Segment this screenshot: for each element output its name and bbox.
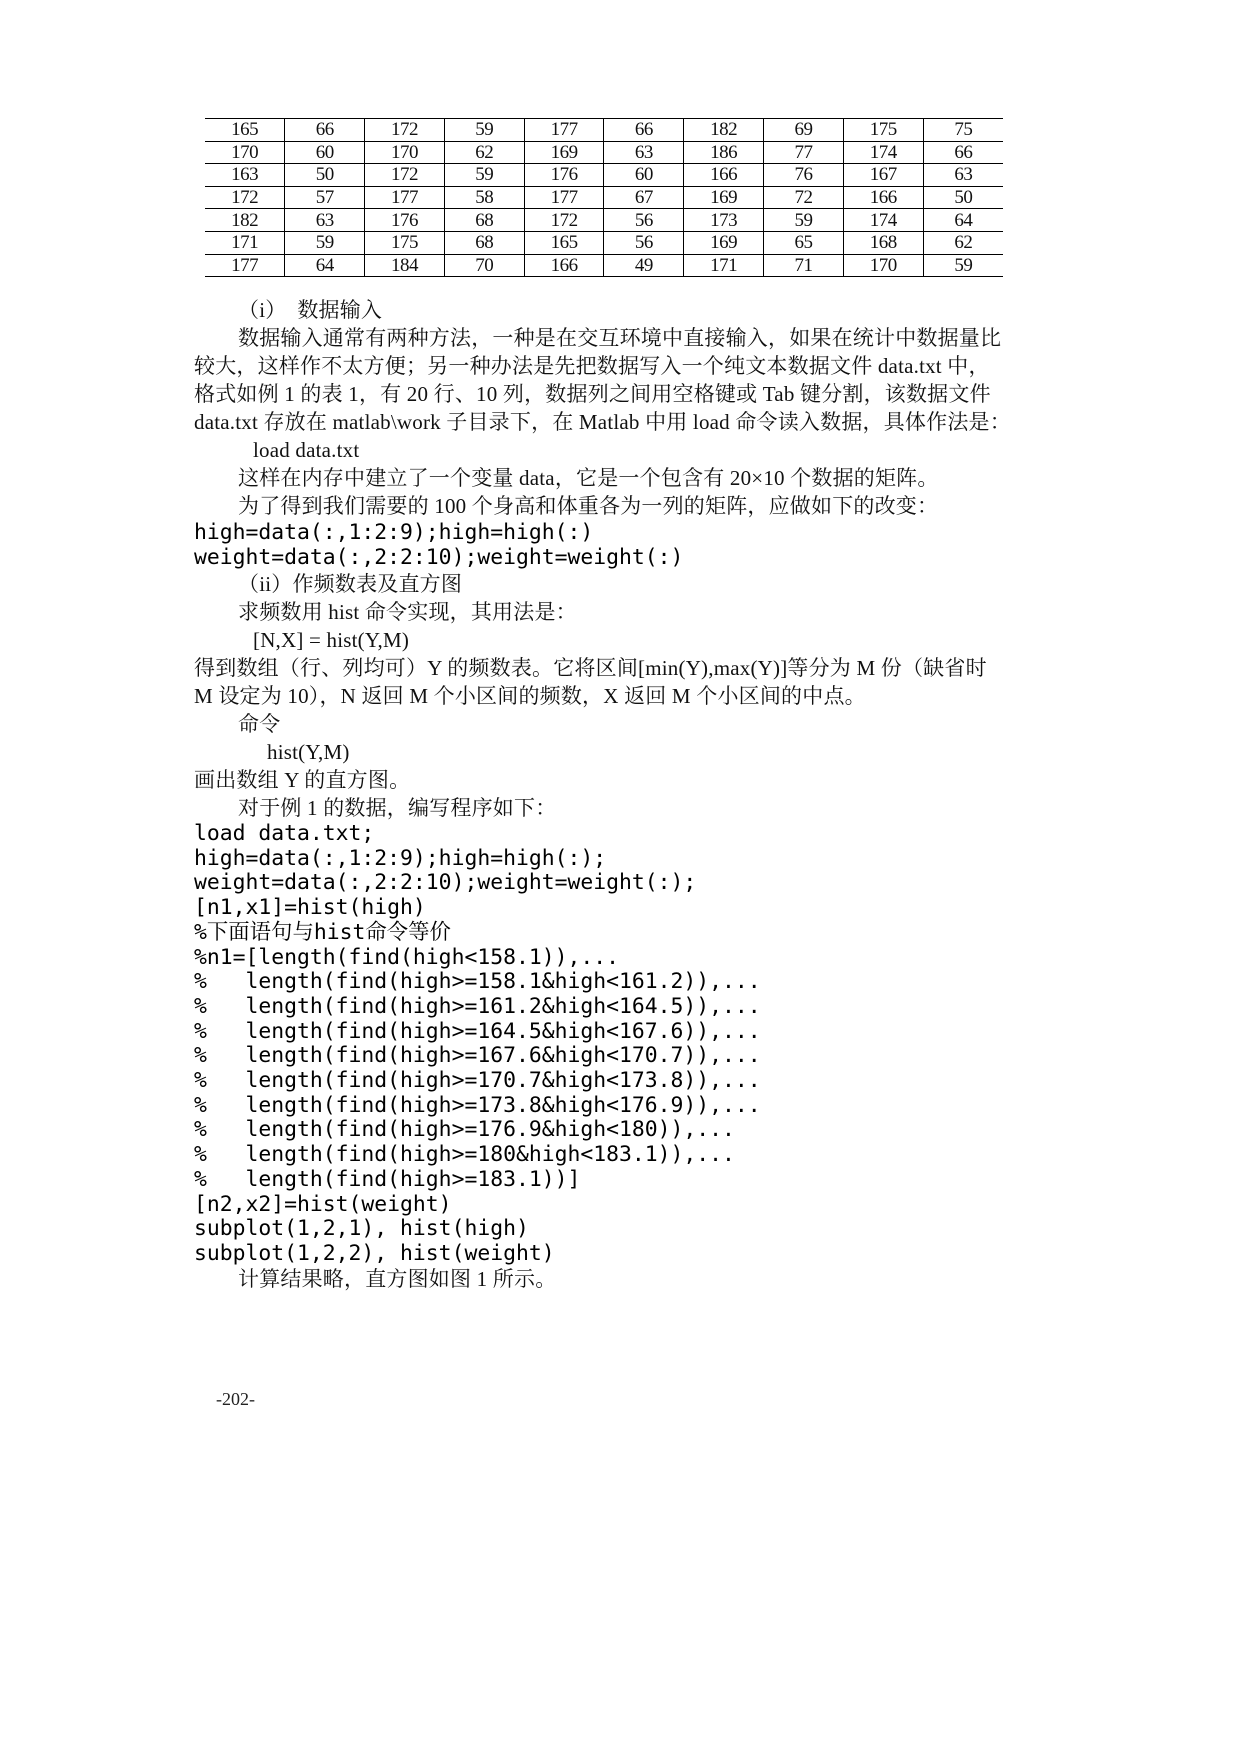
paragraph-line: 求频数用 hist 命令实现，其用法是： xyxy=(238,600,577,624)
table-row xyxy=(205,254,1003,277)
code-line: % length(find(high>=164.5&high<167.6)),... xyxy=(194,1018,761,1044)
code-line: high=data(:,1:2:9);high=high(:) xyxy=(194,520,594,545)
table-cell: 176 xyxy=(365,209,445,232)
table-cell: 62 xyxy=(923,231,1003,254)
paragraph-line: data.txt 存放在 matlab\work 子目录下，在 Matlab 中用 load 命令读入数据，具体作法是： xyxy=(194,410,1011,434)
code-line: % length(find(high>=180&high<183.1)),... xyxy=(194,1142,735,1168)
table-cell: 50 xyxy=(285,164,365,187)
table-cell: 172 xyxy=(365,164,445,187)
paragraph-line: 画出数组 Y 的直方图。 xyxy=(194,768,411,792)
table-cell: 66 xyxy=(285,119,365,142)
table-cell: 67 xyxy=(604,186,684,209)
table-cell: 176 xyxy=(524,164,604,187)
table-cell: 56 xyxy=(604,231,684,254)
height-weight-table xyxy=(205,118,1003,277)
paragraph-line: 格式如例 1 的表 1，有 20 行、10 列，数据列之间用空格键或 Tab 键分割，该数据文件 xyxy=(194,382,991,406)
table-cell: 76 xyxy=(764,164,844,187)
table-cell: 75 xyxy=(923,119,1003,142)
table-cell: 68 xyxy=(444,209,524,232)
table-cell: 170 xyxy=(843,254,923,277)
table-cell: 174 xyxy=(843,209,923,232)
table-cell: 177 xyxy=(524,119,604,142)
table-cell: 170 xyxy=(365,141,445,164)
table-cell: 60 xyxy=(285,141,365,164)
table-cell: 69 xyxy=(764,119,844,142)
table-cell: 177 xyxy=(365,186,445,209)
table-cell: 60 xyxy=(604,164,684,187)
table-cell: 173 xyxy=(684,209,764,232)
table-cell: 59 xyxy=(444,164,524,187)
code-line: subplot(1,2,1), hist(high) xyxy=(194,1216,529,1242)
table-cell: 72 xyxy=(764,186,844,209)
hist-command: hist(Y,M) xyxy=(267,740,350,764)
table-cell: 166 xyxy=(843,186,923,209)
code-line: %下面语句与hist命令等价 xyxy=(194,919,451,945)
table-cell: 186 xyxy=(684,141,764,164)
table-cell: 177 xyxy=(205,254,285,277)
table-cell: 166 xyxy=(684,164,764,187)
table-cell: 172 xyxy=(205,186,285,209)
table-cell: 169 xyxy=(524,141,604,164)
code-line: % length(find(high>=167.6&high<170.7)),... xyxy=(194,1043,761,1069)
table-cell: 70 xyxy=(444,254,524,277)
table-cell: 63 xyxy=(923,164,1003,187)
table-row xyxy=(205,231,1003,254)
table-cell: 63 xyxy=(285,209,365,232)
code-line: % length(find(high>=170.7&high<173.8)),... xyxy=(194,1068,761,1093)
paragraph-line: 这样在内存中建立了一个变量 data，它是一个包含有 20×10 个数据的矩阵。 xyxy=(238,466,939,490)
paragraph-line: 得到数组（行、列均可）Y 的频数表。它将区间[min(Y),max(Y)]等分为 M 份（缺省时 xyxy=(194,656,987,680)
table-cell: 64 xyxy=(285,254,365,277)
table-cell: 166 xyxy=(524,254,604,277)
code-line: % length(find(high>=173.8&high<176.9)),... xyxy=(194,1092,761,1118)
table-cell: 182 xyxy=(205,209,285,232)
table-cell: 174 xyxy=(843,141,923,164)
paragraph-line: 较大，这样作不太方便；另一种办法是先把数据写入一个纯文本数据文件 data.txt 中， xyxy=(194,354,990,378)
table-cell: 77 xyxy=(764,141,844,164)
code-line: load data.txt; xyxy=(194,821,375,846)
table-row xyxy=(205,141,1003,164)
code-line: high=data(:,1:2:9);high=high(:); xyxy=(194,845,607,871)
table-cell: 175 xyxy=(365,231,445,254)
section-heading-data-input: （i） 数据输入 xyxy=(238,298,383,322)
table-cell: 165 xyxy=(524,231,604,254)
table-cell: 168 xyxy=(843,231,923,254)
code-line: % length(find(high>=176.9&high<180)),... xyxy=(194,1117,735,1143)
table-cell: 169 xyxy=(684,186,764,209)
table-cell: 49 xyxy=(604,254,684,277)
table-cell: 182 xyxy=(684,119,764,142)
table-cell: 171 xyxy=(684,254,764,277)
table-row xyxy=(205,186,1003,209)
table-cell: 172 xyxy=(524,209,604,232)
table-cell: 57 xyxy=(285,186,365,209)
table-cell: 59 xyxy=(285,231,365,254)
table-cell: 59 xyxy=(444,119,524,142)
paragraph-line: 数据输入通常有两种方法，一种是在交互环境中直接输入，如果在统计中数据量比 xyxy=(238,326,1002,350)
table-cell: 167 xyxy=(843,164,923,187)
code-line: weight=data(:,2:2:10);weight=weight(:) xyxy=(194,545,684,570)
code-line: % length(find(high>=161.2&high<164.5)),... xyxy=(194,993,761,1019)
result-paragraph: 计算结果略，直方图如图 1 所示。 xyxy=(238,1266,557,1291)
table-cell: 50 xyxy=(923,186,1003,209)
table-cell: 172 xyxy=(365,119,445,142)
table-cell: 56 xyxy=(604,209,684,232)
table-cell: 170 xyxy=(205,141,285,164)
table-cell: 59 xyxy=(764,209,844,232)
table-cell: 175 xyxy=(843,119,923,142)
table-cell: 184 xyxy=(365,254,445,277)
load-command: load data.txt xyxy=(253,438,360,462)
table-cell: 169 xyxy=(684,231,764,254)
code-line: [n1,x1]=hist(high) xyxy=(194,895,426,921)
section-heading-frequency: （ii）作频数表及直方图 xyxy=(238,572,463,596)
paragraph-line: 为了得到我们需要的 100 个身高和体重各为一列的矩阵，应做如下的改变： xyxy=(238,494,939,518)
table-cell: 71 xyxy=(764,254,844,277)
paragraph-line: 对于例 1 的数据，编写程序如下： xyxy=(238,796,557,820)
code-line: %n1=[length(find(high<158.1)),... xyxy=(194,944,619,970)
table-row xyxy=(205,164,1003,187)
table-cell: 58 xyxy=(444,186,524,209)
code-line: % length(find(high>=183.1))] xyxy=(194,1166,581,1192)
table-cell: 64 xyxy=(923,209,1003,232)
table-cell: 59 xyxy=(923,254,1003,277)
table-row xyxy=(205,119,1003,142)
table-cell: 65 xyxy=(764,231,844,254)
table-cell: 63 xyxy=(604,141,684,164)
code-line: subplot(1,2,2), hist(weight) xyxy=(194,1240,555,1266)
table-cell: 62 xyxy=(444,141,524,164)
table-cell: 68 xyxy=(444,231,524,254)
page-number: -202- xyxy=(216,1389,255,1409)
table-cell: 163 xyxy=(205,164,285,187)
code-line: % length(find(high>=158.1&high<161.2)),... xyxy=(194,969,761,995)
hist-formula: [N,X] = hist(Y,M) xyxy=(253,628,410,652)
table-cell: 177 xyxy=(524,186,604,209)
table-cell: 66 xyxy=(923,141,1003,164)
command-label: 命令 xyxy=(238,712,281,736)
code-line: weight=data(:,2:2:10);weight=weight(:); xyxy=(194,870,697,896)
code-line: [n2,x2]=hist(weight) xyxy=(194,1191,452,1217)
table-row xyxy=(205,209,1003,232)
table-cell: 66 xyxy=(604,119,684,142)
table-cell: 171 xyxy=(205,231,285,254)
table-cell: 165 xyxy=(205,119,285,142)
paragraph-line: M 设定为 10），N 返回 M 个小区间的频数，X 返回 M 个小区间的中点。 xyxy=(194,684,866,708)
